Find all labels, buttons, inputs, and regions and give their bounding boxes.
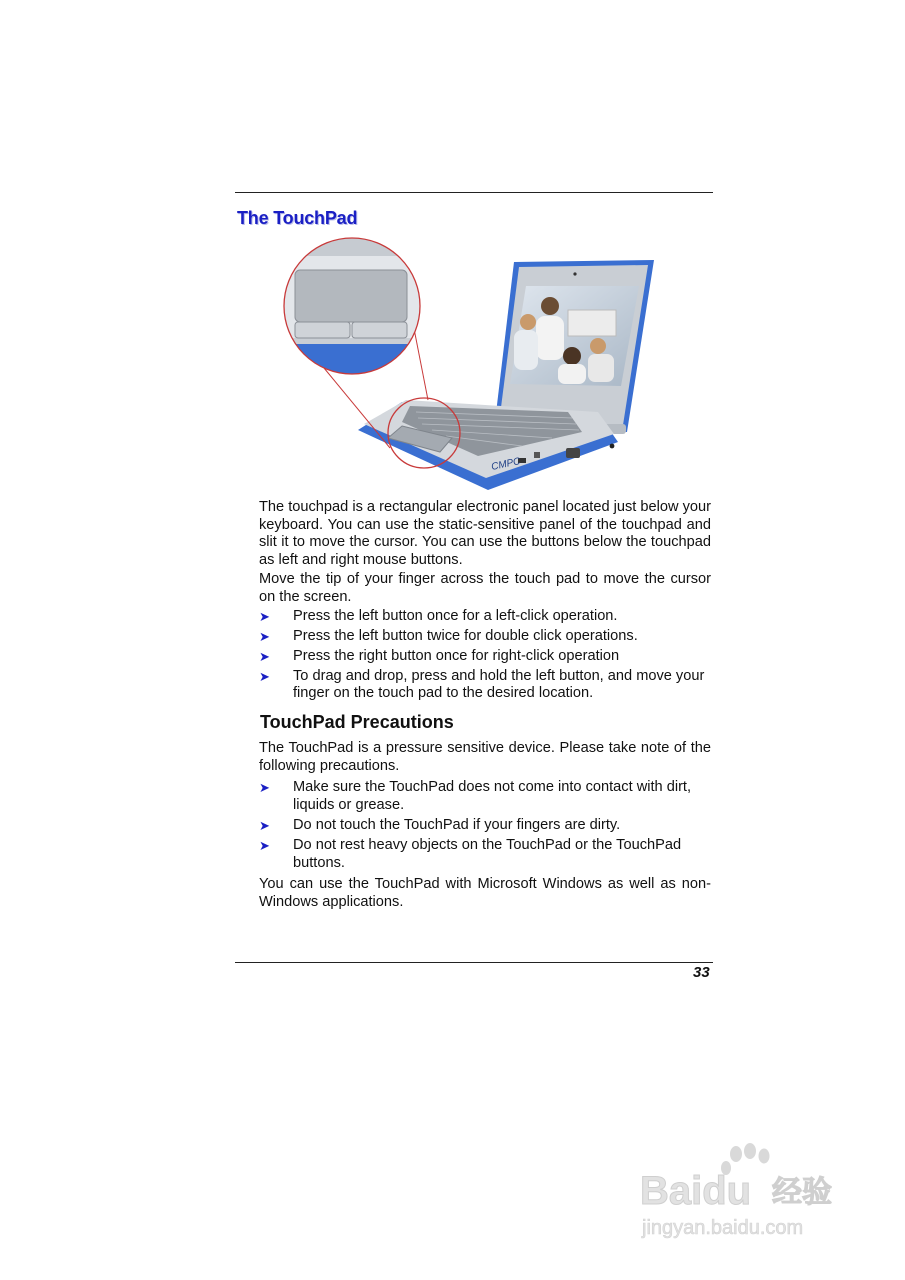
precautions-closing: You can use the TouchPad with Microsoft Windows as well as non-Windows applications. xyxy=(259,876,711,910)
bullet-arrow-icon: ➤ xyxy=(259,780,270,796)
watermark-brand-cn: 经验 xyxy=(772,1175,832,1210)
list-item: ➤ Do not touch the TouchPad if your fingers are dirty. xyxy=(259,816,621,833)
precautions-intro: The TouchPad is a pressure sensitive device. Please take note of the following precautions. xyxy=(259,740,711,774)
page-number: 33 xyxy=(693,964,710,981)
touchpad-description xyxy=(259,499,711,703)
watermark-svg xyxy=(640,1140,850,1245)
bullet-arrow-icon: ➤ xyxy=(259,817,270,833)
footer-rule xyxy=(235,962,713,963)
precautions-section xyxy=(259,740,711,911)
precautions-heading: TouchPad Precautions xyxy=(260,712,454,732)
watermark-url: jingyan.baidu.com xyxy=(642,1217,804,1239)
section-title: The TouchPad xyxy=(237,208,358,228)
bullet-arrow-icon: ➤ xyxy=(259,608,270,624)
laptop-brand-label: CMPC xyxy=(490,456,522,473)
laptop-touchpad-illustration xyxy=(282,234,662,496)
touchpad-zoom-inset xyxy=(282,234,422,382)
zoomed-touchpad-surface xyxy=(295,270,407,322)
list-item: ➤ To drag and drop, press and hold the left button, and move your finger on the touch pad to the desired location. xyxy=(259,667,705,702)
zoomed-right-button xyxy=(352,322,407,338)
list-item: ➤ Press the left button twice for double click operations. xyxy=(259,627,638,644)
bullet-arrow-icon: ➤ xyxy=(259,837,270,853)
precautions-list xyxy=(259,779,711,872)
bullet-arrow-icon: ➤ xyxy=(259,668,270,684)
watermark-brand: Baidu xyxy=(640,1169,752,1213)
bullet-arrow-icon: ➤ xyxy=(259,648,270,664)
list-item: ➤ Make sure the TouchPad does not come into contact with dirt, liquids or grease. xyxy=(259,779,692,813)
header-rule xyxy=(235,192,713,193)
callout-line xyxy=(324,368,390,448)
list-item: ➤ Do not rest heavy objects on the TouchPad or the TouchPad buttons. xyxy=(259,836,682,871)
list-item: ➤ Press the left button once for a left-click operation. xyxy=(259,607,618,624)
laptop-figure-svg xyxy=(282,234,662,496)
baidu-watermark xyxy=(640,1140,850,1245)
intro-paragraph-cursor: Move the tip of your finger across the touch pad to move the cursor on the screen. xyxy=(259,571,711,605)
list-item: ➤ Press the right button once for right-click operation xyxy=(259,647,620,664)
intro-paragraph: The touchpad is a rectangular electronic panel located just below your keyboard. You can use the static-sensitive panel of the touchpad and slit it to move the cursor. You can use the buttons below the touchpad as left and right mouse buttons. xyxy=(259,499,711,568)
zoomed-left-button xyxy=(295,322,350,338)
operation-list xyxy=(259,608,711,703)
bullet-arrow-icon: ➤ xyxy=(259,628,270,644)
